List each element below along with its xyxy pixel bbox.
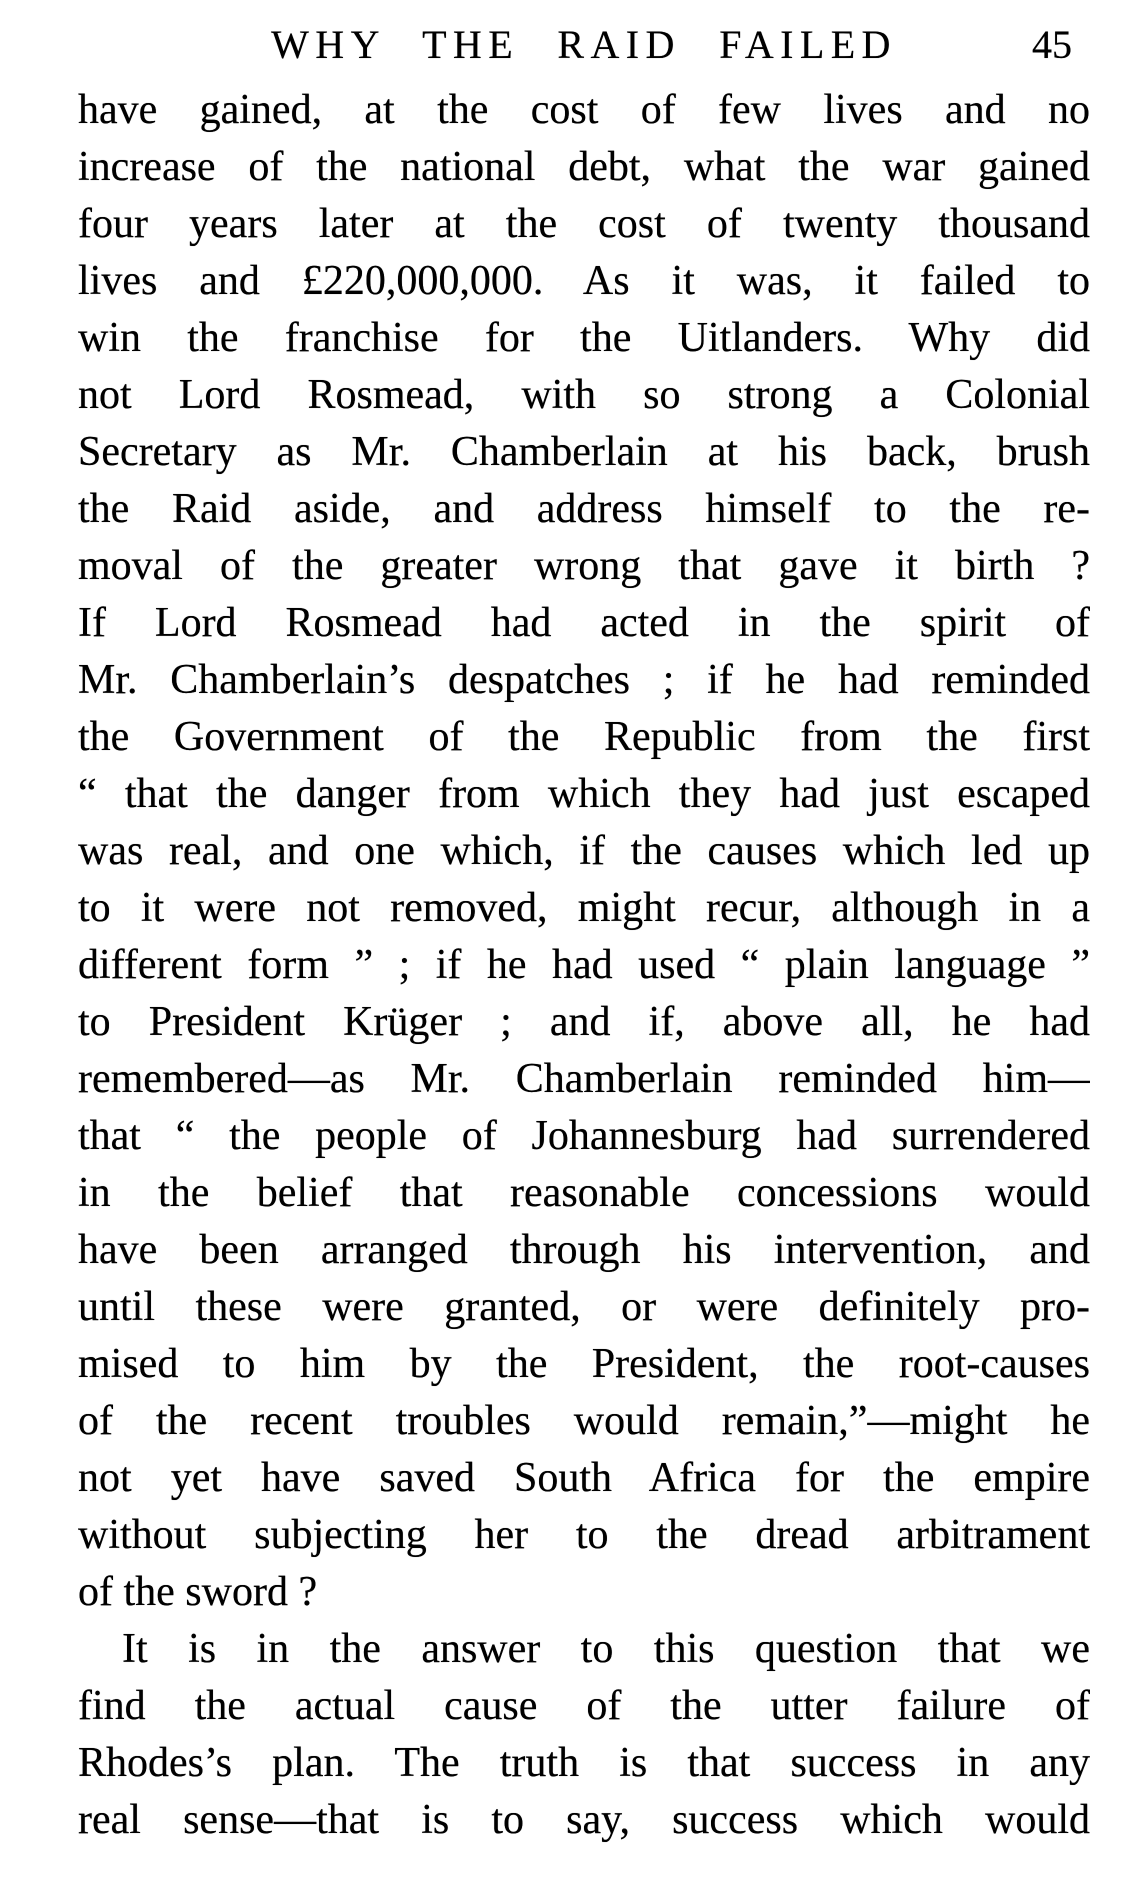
text-line: was real, and one which, if the causes which led up: [78, 828, 1090, 874]
text-line: moval of the greater wrong that gave it birth ?: [78, 543, 1090, 589]
text-line: four years later at the cost of twenty thousand: [78, 201, 1090, 247]
text-line: the Government of the Republic from the first: [78, 714, 1090, 760]
text-line: remembered—as Mr. Chamberlain reminded him—: [78, 1056, 1090, 1102]
text-line: win the franchise for the Uitlanders. Why did: [78, 315, 1090, 361]
text-line: to it were not removed, might recur, although in a: [78, 885, 1090, 931]
text-line: real sense—that is to say, success which would: [78, 1797, 1090, 1843]
text-line: Rhodes’s plan. The truth is that success in any: [78, 1740, 1090, 1786]
text-line: to President Krüger ; and if, above all, he had: [78, 999, 1090, 1045]
text-line: without subjecting her to the dread arbitrament: [78, 1512, 1090, 1558]
text-line: Mr. Chamberlain’s despatches ; if he had reminded: [78, 657, 1090, 703]
text-line: find the actual cause of the utter failure of: [78, 1683, 1090, 1729]
text-line: Secretary as Mr. Chamberlain at his back, brush: [78, 429, 1090, 475]
text-line: “ that the danger from which they had just escaped: [78, 771, 1090, 817]
page-number: 45: [1032, 22, 1072, 67]
text-line: It is in the answer to this question that we: [122, 1626, 1090, 1672]
body-text: [78, 82, 1090, 1849]
text-line: not yet have saved South Africa for the empire: [78, 1455, 1090, 1501]
text-line: until these were granted, or were definitely pro-: [78, 1284, 1090, 1330]
text-line: If Lord Rosmead had acted in the spirit of: [78, 600, 1090, 646]
text-line: that “ the people of Johannesburg had surrendered: [78, 1113, 1090, 1159]
running-header: [78, 22, 1090, 68]
text-line: increase of the national debt, what the war gained: [78, 144, 1090, 190]
text-line: different form ” ; if he had used “ plain language ”: [78, 942, 1090, 988]
text-line: of the sword ?: [78, 1569, 318, 1615]
text-line: lives and £220,000,000. As it was, it failed to: [78, 258, 1090, 304]
text-line: have been arranged through his intervention, and: [78, 1227, 1090, 1273]
text-line: of the recent troubles would remain,”—might he: [78, 1398, 1090, 1444]
text-line: in the belief that reasonable concessions would: [78, 1170, 1090, 1216]
text-line: have gained, at the cost of few lives and no: [78, 87, 1090, 133]
running-title: WHY THE RAID FAILED: [271, 22, 897, 67]
text-line: not Lord Rosmead, with so strong a Colonial: [78, 372, 1090, 418]
text-line: mised to him by the President, the root-causes: [78, 1341, 1090, 1387]
text-line: the Raid aside, and address himself to the re-: [78, 486, 1090, 532]
